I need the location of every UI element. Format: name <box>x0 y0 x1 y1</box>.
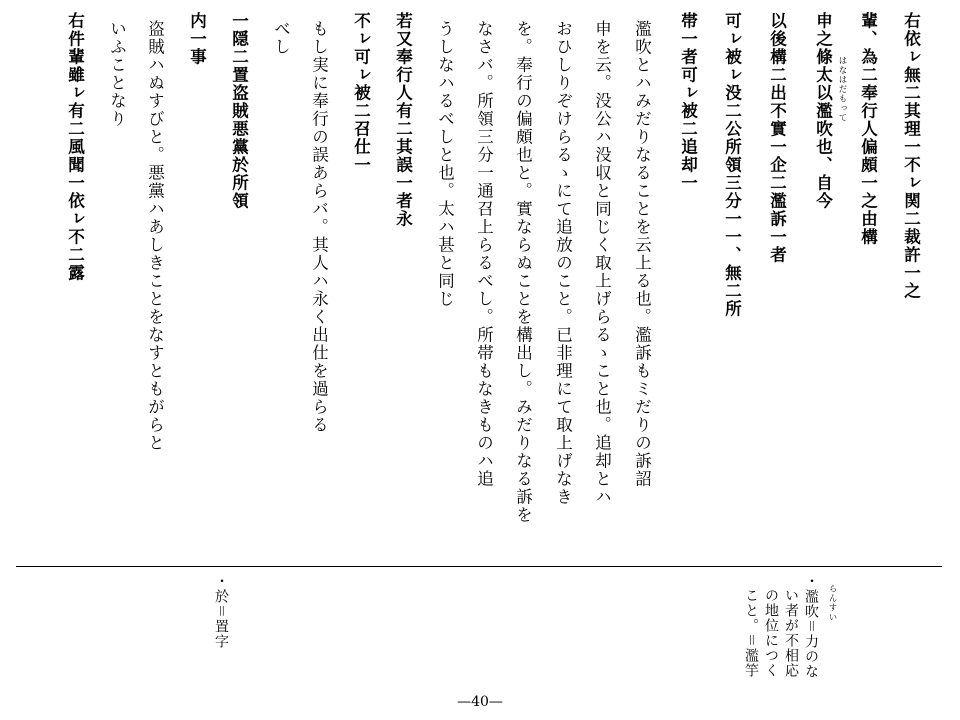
footnote-furigana: らんすい <box>827 584 837 622</box>
footnote-line: こと。＝濫竽 <box>743 588 759 678</box>
text-column: 右件輩雖ㇾ有二風聞一依ㇾ不二露 <box>65 12 85 282</box>
text-column: 濫吹とハみだりなることを云上る也。濫訴もミだりの訴詔 <box>632 20 652 488</box>
text-column: 可ㇾ被ㇾ没二公所領三分一一、無二所 <box>722 12 742 318</box>
text-column: 輩、為二奉行人偏頗一之由構 <box>858 12 878 246</box>
text-column: いふことなり <box>107 20 127 128</box>
footnote-line: ・於＝置字 <box>213 574 229 649</box>
text-column: 申之條太以濫吹也、自今 <box>813 12 833 210</box>
divider-line <box>16 566 942 567</box>
text-column: べし <box>271 20 291 56</box>
footnote-line: ・濫吹＝力のな <box>803 574 819 679</box>
text-column: なさバ。所領三分一通召上らるべし。所帯もなきものハ追 <box>474 20 494 488</box>
text-column: 申を云。没公ハ没収と同じく取上げらるゝこと也。追却とハ <box>592 20 612 506</box>
text-column: 一隠二置盗賊悪黨於所領 <box>229 12 249 210</box>
footnote-line: の地位につく <box>763 588 779 678</box>
footnote-line: い者が不相応 <box>783 588 799 678</box>
text-column: 内一事 <box>187 12 207 66</box>
text-column: 若又奉行人有二其誤一者永 <box>393 12 413 228</box>
furigana: はなはだもって <box>837 56 847 123</box>
text-column: うしなハるべしと也。太ハ甚と同じ <box>435 20 455 308</box>
text-column: 帯一者可ㇾ被二追却一 <box>678 12 698 192</box>
text-column: 盗賊ハぬすびと。悪黨ハあしきことをなすともがらと <box>145 20 165 452</box>
page-number: —40— <box>457 694 503 710</box>
text-column: を。奉行の偏頗也と。實ならぬことを構出し。みだりなる訴を <box>513 20 533 524</box>
text-column: 不ㇾ可ㇾ被二召仕一 <box>351 12 371 174</box>
text-column: おひしりぞけらるゝにて追放のこと。已非理にて取上げなき <box>553 20 573 506</box>
text-column: もし実に奉行の誤あらバ。其人ハ永く出仕を過らる <box>309 20 329 434</box>
text-column: 以後構二出不實一企二濫訴一者 <box>767 12 787 264</box>
text-column: 右依ㇾ無二其理一不ㇾ関二裁許一之 <box>901 12 921 300</box>
